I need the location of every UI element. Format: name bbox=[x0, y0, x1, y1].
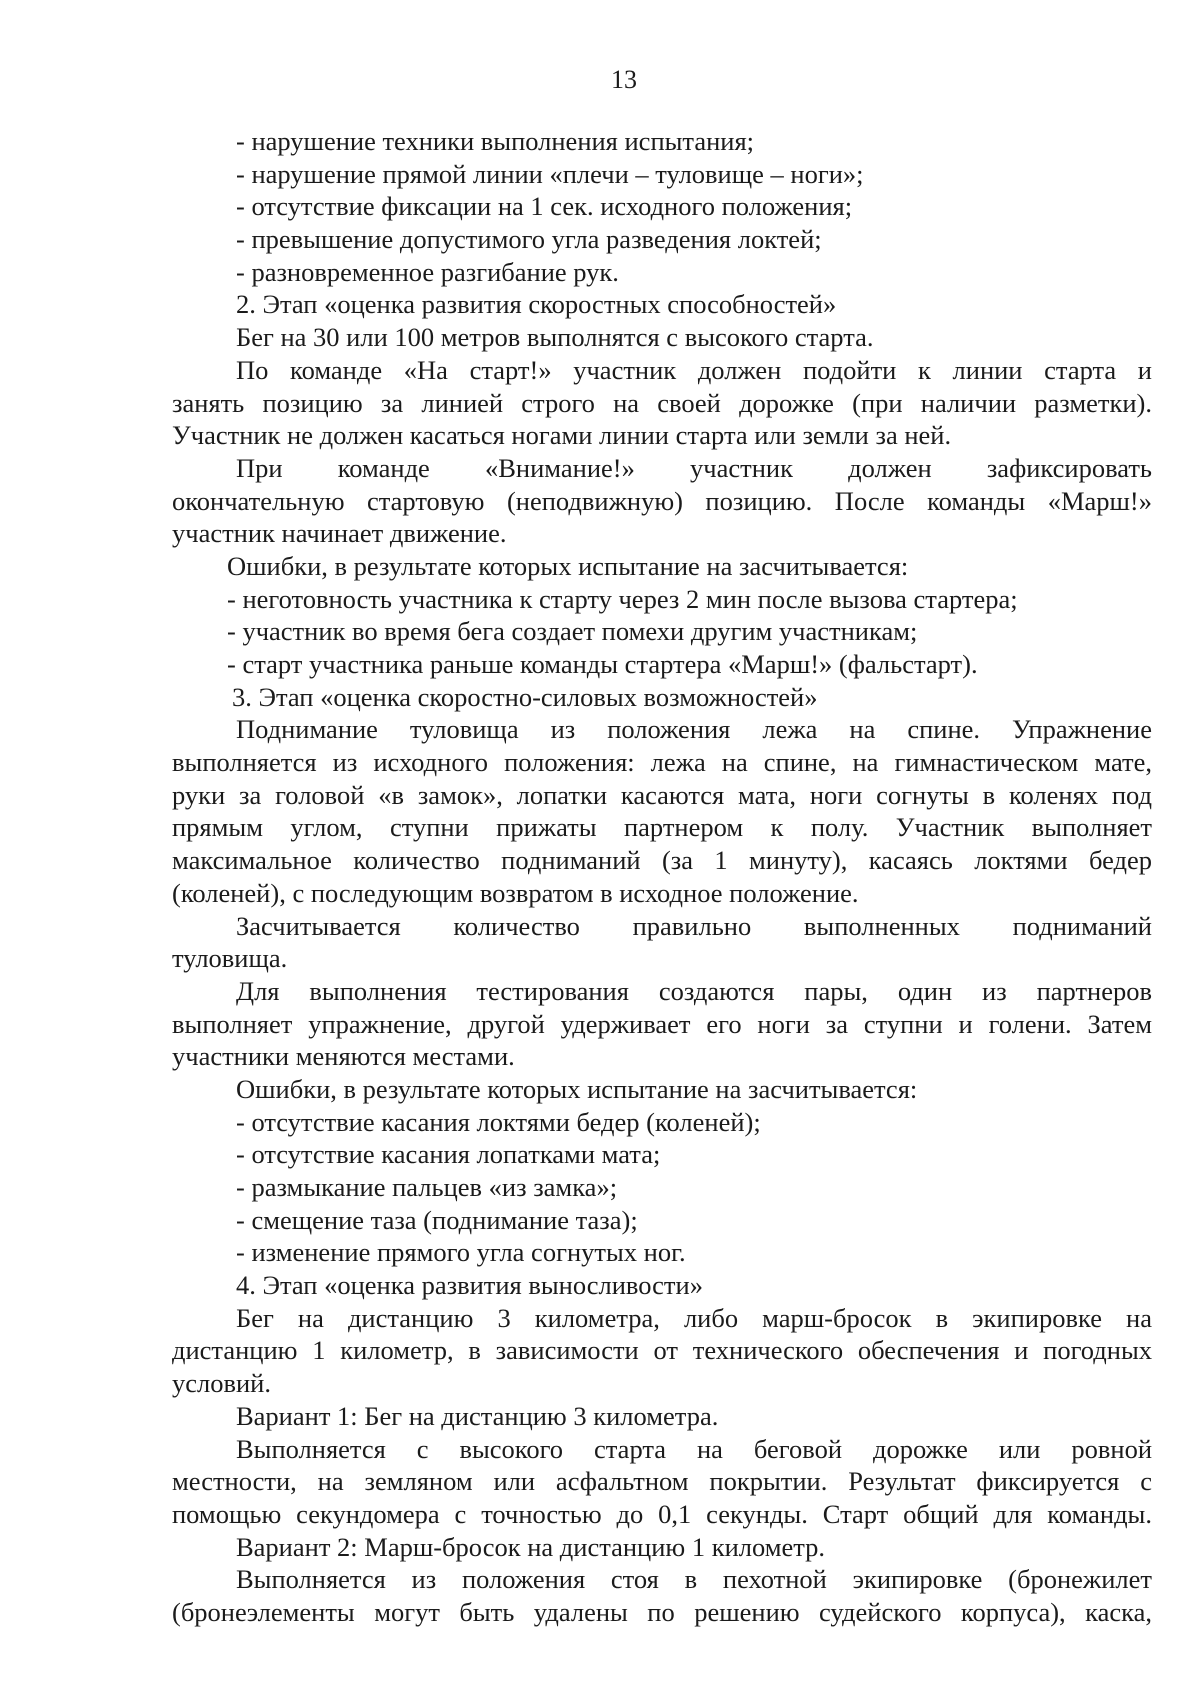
text-line: занять позицию за линией строго на своей дорожке (при наличии разметки). bbox=[172, 387, 1152, 418]
text-line: условий. bbox=[172, 1368, 271, 1399]
text-line: 4. Этап «оценка развития выносливости» bbox=[236, 1270, 703, 1301]
text-line: Бег на 30 или 100 метров выполнятся с высокого старта. bbox=[236, 322, 874, 353]
text-line: - участник во время бега создает помехи другим участникам; bbox=[227, 616, 918, 647]
document-body bbox=[172, 125, 1152, 1629]
text-line: выполняется из исходного положения: лежа на спине, на гимнастическом мате, bbox=[172, 747, 1152, 778]
text-line: дистанцию 1 километр, в зависимости от технического обеспечения и погодных bbox=[172, 1335, 1152, 1366]
text-line: - изменение прямого угла согнутых ног. bbox=[236, 1237, 686, 1268]
text-line: Выполняется из положения стоя в пехотной экипировке (бронежилет bbox=[236, 1564, 1152, 1595]
text-line: Поднимание туловища из положения лежа на спине. Упражнение bbox=[236, 714, 1152, 745]
text-line: 2. Этап «оценка развития скоростных способностей» bbox=[236, 289, 837, 320]
text-line: (бронеэлементы могут быть удалены по решению судейского корпуса), каска, bbox=[172, 1596, 1152, 1627]
text-line: - отсутствие касания лопатками мата; bbox=[236, 1139, 661, 1170]
text-line: Для выполнения тестирования создаются пары, один из партнеров bbox=[236, 975, 1152, 1006]
text-line: Вариант 2: Марш-бросок на дистанцию 1 километр. bbox=[236, 1531, 826, 1562]
text-line: Ошибки, в результате которых испытание на засчитывается: bbox=[227, 550, 909, 581]
text-line: окончательную стартовую (неподвижную) позицию. После команды «Марш!» bbox=[172, 485, 1152, 516]
text-line: Участник не должен касаться ногами линии старта или земли за ней. bbox=[172, 420, 952, 451]
text-line: - разновременное разгибание рук. bbox=[236, 256, 619, 287]
text-line: - смещение таза (поднимание таза); bbox=[236, 1204, 638, 1235]
text-line: Вариант 1: Бег на дистанцию 3 километра. bbox=[236, 1400, 719, 1431]
text-line: руки за головой «в замок», лопатки касаются мата, ноги согнуты в коленях под bbox=[172, 779, 1152, 810]
text-line: местности, на земляном или асфальтном покрытии. Результат фиксируется с bbox=[172, 1466, 1152, 1497]
text-line: - нарушение техники выполнения испытания; bbox=[236, 126, 755, 156]
text-line: (коленей), с последующим возвратом в исходное положение. bbox=[172, 877, 859, 908]
text-line: По команде «На старт!» участник должен подойти к линии старта и bbox=[236, 354, 1152, 385]
text-line: помощью секундомера с точностью до 0,1 секунды. Старт общий для команды. bbox=[172, 1498, 1152, 1529]
text-line: участники меняются местами. bbox=[172, 1041, 515, 1072]
text-line: 3. Этап «оценка скоростно-силовых возможностей» bbox=[232, 681, 818, 712]
text-line: прямым углом, ступни прижаты партнером к полу. Участник выполняет bbox=[172, 812, 1152, 843]
text-line: - неготовность участника к старту через 2 мин после вызова стартера; bbox=[227, 583, 1018, 614]
text-line: - размыкание пальцев «из замка»; bbox=[236, 1172, 618, 1202]
text-line: Бег на дистанцию 3 километра, либо марш-бросок в экипировке на bbox=[236, 1302, 1152, 1333]
text-line: участник начинает движение. bbox=[172, 518, 507, 549]
text-line: - нарушение прямой линии «плечи – туловище – ноги»; bbox=[236, 158, 864, 189]
page-number: 13 bbox=[611, 65, 637, 94]
text-line: Ошибки, в результате которых испытание на засчитывается: bbox=[236, 1073, 918, 1104]
text-line: Засчитывается количество правильно выполненных подниманий bbox=[236, 910, 1152, 941]
text-line: максимальное количество подниманий (за 1 минуту), касаясь локтями бедер bbox=[172, 845, 1152, 876]
text-line: - превышение допустимого угла разведения локтей; bbox=[236, 224, 822, 255]
text-line: - отсутствие касания локтями бедер (коленей); bbox=[236, 1106, 761, 1137]
text-line: - отсутствие фиксации на 1 сек. исходного положения; bbox=[236, 191, 853, 222]
text-line: туловища. bbox=[172, 943, 288, 974]
text-line: Выполняется с высокого старта на беговой дорожке или ровной bbox=[236, 1433, 1152, 1464]
text-line: - старт участника раньше команды стартера «Марш!» (фальстарт). bbox=[227, 649, 978, 679]
text-line: При команде «Внимание!» участник должен зафиксировать bbox=[236, 452, 1152, 483]
text-line: выполняет упражнение, другой удерживает его ноги за ступни и голени. Затем bbox=[172, 1008, 1152, 1039]
